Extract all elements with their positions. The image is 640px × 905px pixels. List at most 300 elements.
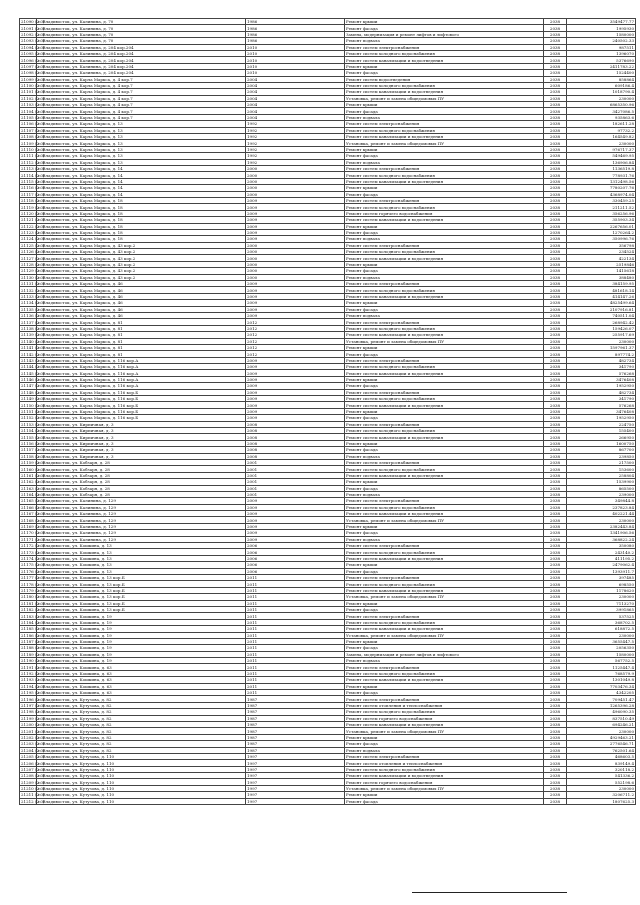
address-cell: г. Владивосток, ул. Кошкина, д. 13 — [37, 543, 246, 549]
address-cell: г. Владивосток, ул. Карла Маркса, д. 13 — [37, 127, 246, 133]
address-cell: г. Владивосток, ул. Карла Маркса, д. 116 кор.А — [37, 376, 246, 382]
row-number-cell: 21159 (2.0) — [21, 460, 45, 466]
plan-year-cell: 2038 — [544, 210, 567, 216]
cost-cell: 230000 — [567, 95, 636, 101]
build-year-cell: 2011 — [246, 626, 345, 632]
build-year-cell: 2011 — [246, 632, 345, 638]
work-type-cell: Ремонт систем электроснабжения — [345, 357, 544, 363]
row-number-cell: 21113 (2.0) — [21, 166, 45, 172]
cost-cell: 230000 — [567, 140, 636, 146]
work-type-cell: Ремонт крыши — [345, 523, 544, 529]
build-year-cell: 2009 — [246, 370, 345, 376]
row-number-cell: 21112 (2.0) — [21, 159, 45, 165]
work-type-cell: Ремонт систем холодного водоснабжения — [345, 172, 544, 178]
plan-year-cell: 2038 — [544, 178, 567, 184]
address-cell: г. Владивосток, ул. Карла Маркса, д. 116 кор.Б — [37, 396, 246, 402]
address-cell: г. Владивосток, ул. Кутузова, д. 82 — [37, 702, 246, 708]
work-type-cell: Ремонт фасада — [345, 268, 544, 274]
cost-cell: 609186.4 — [567, 82, 636, 88]
build-year-cell: 1997 — [246, 792, 345, 798]
build-year-cell: 2000 — [246, 249, 345, 255]
plan-year-cell: 2038 — [544, 511, 567, 517]
build-year-cell: 1992 — [246, 121, 345, 127]
build-year-cell: 1997 — [246, 785, 345, 791]
cost-cell: 976717.37 — [567, 146, 636, 152]
build-year-cell: 2009 — [246, 383, 345, 389]
build-year-cell: 2011 — [246, 638, 345, 644]
row-number-cell: 21110 (2.0) — [21, 147, 45, 152]
build-year-cell: 2011 — [246, 664, 345, 670]
cost-cell: 136906.84 — [567, 159, 636, 165]
cost-cell: 1396070 — [567, 50, 636, 56]
row-number-cell: 21119 (2.0) — [21, 204, 45, 210]
cost-cell: 2267656.01 — [567, 223, 636, 229]
address-cell: г. Владивосток, ул. Карла Маркса, д. 18 — [37, 204, 246, 210]
address-cell: г. Владивосток, ул. Карла Маркса, д. 43 кор.2 — [37, 249, 246, 255]
plan-year-cell: 2038 — [544, 376, 567, 382]
work-type-cell: Ремонт подвала — [345, 274, 544, 280]
plan-year-cell: 2038 — [544, 523, 567, 529]
work-type-cell: Ремонт систем электроснабжения — [345, 613, 544, 619]
row-number-cell: 21186 (2.0) — [21, 632, 45, 638]
address-cell: г. Владивосток, ул. Карла Маркса, д. 81 — [37, 338, 246, 344]
work-type-cell: Ремонт систем холодного водоснабжения — [345, 204, 544, 210]
row-number-cell: 21193 (2.0) — [21, 677, 45, 683]
address-cell: г. Владивосток, ул. Карла Маркса, д. 14 — [37, 191, 246, 197]
plan-year-cell: 2038 — [544, 747, 567, 753]
build-year-cell: 2010 — [246, 63, 345, 69]
work-type-cell: Ремонт систем отопления и теплоснабжения — [345, 760, 544, 766]
plan-year-cell: 2038 — [544, 670, 567, 676]
cost-cell: 4825499.64 — [567, 300, 636, 306]
build-year-cell: 2000 — [246, 191, 345, 197]
work-type-cell: Ремонт фасада — [345, 70, 544, 76]
work-type-cell: Ремонт систем холодного водоснабжения — [345, 581, 544, 587]
plan-year-cell: 2038 — [544, 242, 567, 248]
address-cell: г. Владивосток, ул. Кошкина, д. 13 кор.Б — [37, 594, 246, 600]
cost-cell: 402221.44 — [567, 511, 636, 517]
row-number-cell: 21111 (2.0) — [21, 153, 45, 159]
work-type-cell: Ремонт систем канализации и водоотведения — [345, 217, 544, 223]
address-cell: г. Владивосток, ул. Карла Маркса, д. 116 кор.А — [37, 383, 246, 389]
work-type-cell: Ремонт систем холодного водоснабжения — [345, 287, 544, 293]
row-number-cell: 21116 (2.0) — [21, 185, 45, 191]
build-year-cell: 1986 — [246, 19, 345, 25]
build-year-cell: 2011 — [246, 651, 345, 657]
cost-cell: 4929463.21 — [567, 734, 636, 740]
cost-cell: 1341906.56 — [567, 530, 636, 536]
row-number-cell: 21125 (2.0) — [21, 242, 45, 248]
plan-year-cell: 2038 — [544, 491, 567, 497]
row-number-cell: 21099 (2.0) — [21, 76, 45, 82]
work-type-cell: Ремонт систем электроснабжения — [345, 44, 544, 50]
build-year-cell: 1986 — [246, 31, 345, 37]
build-year-cell: 1986 — [246, 25, 345, 31]
work-type-cell: Ремонт крыши — [345, 185, 544, 191]
cost-cell: 482734 — [567, 389, 636, 395]
address-cell: г. Владивосток, ул. Кутузова, д. 110 — [37, 785, 246, 791]
work-type-cell: Установка, ремонт и замена общедомовых ПУ — [345, 632, 544, 638]
table-body — [20, 19, 636, 805]
work-type-cell: Ремонт фасада — [345, 568, 544, 574]
cost-cell: 239000 — [567, 491, 636, 497]
cost-cell: 576268 — [567, 402, 636, 408]
work-type-cell: Установка, ремонт и замена общедомовых ПУ — [345, 785, 544, 791]
work-type-cell: Ремонт систем холодного водоснабжения — [345, 549, 544, 555]
cost-cell: 1393911.7 — [567, 568, 636, 574]
address-cell: г. Владивосток, ул. Кутузова, д. 110 — [37, 779, 246, 785]
address-cell: г. Владивосток, ул. Кошкина, д. 63 — [37, 683, 246, 689]
work-type-cell: Ремонт систем холодного водоснабжения — [345, 504, 544, 510]
cost-cell: 987511 — [567, 44, 636, 50]
cost-cell: 1301049.8 — [567, 677, 636, 683]
address-cell: г. Владивосток, ул. Кошкина, д. 63 — [37, 664, 246, 670]
build-year-cell: 2000 — [246, 268, 345, 274]
work-type-cell: Ремонт фасада — [345, 108, 544, 114]
plan-year-cell: 2038 — [544, 281, 567, 287]
address-cell: г. Владивосток, ул. Карла Маркса, д. 13 — [37, 153, 246, 159]
work-type-cell: Замена, модернизация и ремонт лифтов и лифтового — [345, 651, 544, 657]
plan-year-cell: 2038 — [544, 574, 567, 580]
address-cell: г. Владивосток, ул. Карла Маркса, д. 14 — [37, 185, 246, 191]
row-number-cell: 21183 (2.0) — [21, 613, 45, 619]
address-cell: г. Владивосток, ул. Карла Маркса, д. 4 кор.7 — [37, 95, 246, 101]
build-year-cell: 2009 — [246, 197, 345, 203]
address-cell: г. Владивосток, ул. Карла Маркса, д. 4 кор.7 — [37, 102, 246, 108]
plan-year-cell: 2038 — [544, 683, 567, 689]
plan-year-cell: 2038 — [544, 50, 567, 56]
build-year-cell: 2011 — [246, 658, 345, 664]
cost-cell: 3427086.5 — [567, 108, 636, 114]
cost-cell: 468603.5 — [567, 753, 636, 759]
plan-year-cell: 2038 — [544, 728, 567, 734]
cost-cell: 549469.95 — [567, 153, 636, 159]
row-number-cell: 21091 (2.0) — [21, 25, 45, 31]
cost-cell: 1580000 — [567, 651, 636, 657]
cost-cell: 320118.2 — [567, 766, 636, 772]
work-type-cell: Ремонт систем канализации и водоотведения — [345, 434, 544, 440]
row-number-cell: 21190 (2.0) — [21, 658, 45, 664]
work-type-cell: Ремонт систем электроснабжения — [345, 421, 544, 427]
address-cell: г. Владивосток, ул. Кутузова, д. 82 — [37, 721, 246, 727]
row-number-cell: 21136 (2.0) — [21, 313, 45, 319]
row-number-cell: 21097 (2.0) — [21, 63, 45, 69]
plan-year-cell: 2038 — [544, 760, 567, 766]
work-type-cell: Ремонт крыши — [345, 344, 544, 350]
build-year-cell: 2009 — [246, 523, 345, 529]
build-year-cell: 2012 — [246, 338, 345, 344]
work-type-cell: Ремонт фасада — [345, 530, 544, 536]
address-cell: г. Владивосток, ул. Карла Маркса, д. 18 — [37, 197, 246, 203]
build-year-cell: 2012 — [246, 332, 345, 338]
work-type-cell: Ремонт крыши — [345, 734, 544, 740]
plan-year-cell: 2038 — [544, 255, 567, 261]
address-cell: г. Владивосток, ул. Карла Маркса, д. 13 — [37, 146, 246, 152]
build-year-cell: 2009 — [246, 210, 345, 216]
work-type-cell: Ремонт фасада — [345, 191, 544, 197]
cost-cell: 384159.95 — [567, 281, 636, 287]
work-type-cell: Ремонт систем электроснабжения — [345, 242, 544, 248]
build-year-cell: 2000 — [246, 242, 345, 248]
row-number-cell: 21179 (2.0) — [21, 587, 45, 593]
build-year-cell: 1987 — [246, 709, 345, 715]
row-number-cell: 21148 (2.0) — [21, 389, 45, 395]
cost-cell: 164549.82 — [567, 134, 636, 140]
cost-cell: 3476408 — [567, 408, 636, 414]
work-type-cell: Ремонт систем отопления и теплоснабжения — [345, 702, 544, 708]
plan-year-cell: 2038 — [544, 389, 567, 395]
plan-year-cell: 2038 — [544, 677, 567, 683]
build-year-cell: 2011 — [246, 600, 345, 606]
row-number-cell: 21169 (2.0) — [21, 524, 45, 530]
address-cell: г. Владивосток, ул. Кошкина, д. 19 — [37, 613, 246, 619]
plan-year-cell: 2038 — [544, 792, 567, 798]
row-number-cell: 21189 (2.0) — [21, 651, 45, 657]
address-cell: г. Владивосток, ул. Кутузова, д. 82 — [37, 734, 246, 740]
build-year-cell: 2000 — [246, 172, 345, 178]
build-year-cell: 2011 — [246, 613, 345, 619]
plan-year-cell: 2038 — [544, 172, 567, 178]
plan-year-cell: 2038 — [544, 134, 567, 140]
address-cell: г. Владивосток, ул. Карла Маркса, д. 46 — [37, 293, 246, 299]
address-cell: г. Владивосток, ул. Карла Маркса, д. 13 — [37, 159, 246, 165]
build-year-cell: 2009 — [246, 536, 345, 542]
row-number-cell: 21107 (2.0) — [21, 127, 45, 133]
row-number-cell: 21205 (2.0) — [21, 754, 45, 760]
row-number-cell: 21114 (2.0) — [21, 172, 45, 178]
work-type-cell: Ремонт подвала — [345, 159, 544, 165]
work-type-cell: Ремонт систем холодного водоснабжения — [345, 50, 544, 56]
build-year-cell: 1992 — [246, 153, 345, 159]
work-type-cell: Ремонт фасада — [345, 351, 544, 357]
address-cell: г. Владивосток, ул. Кутузова, д. 110 — [37, 760, 246, 766]
cost-cell: 1018790.4 — [567, 89, 636, 95]
row-number-cell: 21187 (2.0) — [21, 639, 45, 645]
cost-cell: 230000 — [567, 785, 636, 791]
address-cell: г. Владивосток, ул. Калинина, д. 204 кор.204 — [37, 57, 246, 63]
plan-year-cell: 2038 — [544, 185, 567, 191]
work-type-cell: Ремонт систем электроснабжения — [345, 281, 544, 287]
build-year-cell: 2001 — [246, 485, 345, 491]
build-year-cell: 2008 — [246, 428, 345, 434]
build-year-cell: 2004 — [246, 95, 345, 101]
address-cell: г. Владивосток, ул. Карла Маркса, д. 81 — [37, 319, 246, 325]
cost-cell: 159426.07 — [567, 325, 636, 331]
cost-cell: 865500 — [567, 485, 636, 491]
row-number-cell: 21209 (2.0) — [21, 779, 45, 785]
plan-year-cell: 2038 — [544, 785, 567, 791]
row-number-cell: 21195 (2.0) — [21, 690, 45, 696]
cost-cell: 182611.28 — [567, 121, 636, 127]
row-number-cell: 21203 (2.0) — [21, 741, 45, 747]
cost-cell: 2382443.84 — [567, 523, 636, 529]
address-cell: г. Владивосток, ул. Кошкина, д. 19 — [37, 638, 246, 644]
plan-year-cell: 2038 — [544, 626, 567, 632]
work-type-cell: Ремонт крыши — [345, 261, 544, 267]
row-number-cell: 21188 (2.0) — [21, 645, 45, 651]
work-type-cell: Ремонт систем горячего водоснабжения — [345, 779, 544, 785]
plan-year-cell: 2038 — [544, 293, 567, 299]
build-year-cell: 2011 — [246, 619, 345, 625]
build-year-cell: 2009 — [246, 498, 345, 504]
build-year-cell: 1986 — [246, 38, 345, 44]
work-type-cell: Ремонт крыши — [345, 19, 544, 25]
address-cell: г. Владивосток, ул. Карла Маркса, д. 116 кор.Б — [37, 402, 246, 408]
cost-cell: 3549477.77 — [567, 19, 636, 25]
address-cell: г. Владивосток, ул. Карла Маркса, д. 43 кор.2 — [37, 261, 246, 267]
build-year-cell: 2000 — [246, 165, 345, 171]
plan-year-cell: 2038 — [544, 459, 567, 465]
row-number-cell: 21123 (2.0) — [21, 230, 45, 236]
row-number-cell: 21177 (2.0) — [21, 575, 45, 581]
plan-year-cell: 2038 — [544, 44, 567, 50]
cost-cell: 155400 — [567, 428, 636, 434]
build-year-cell: 2009 — [246, 300, 345, 306]
work-type-cell: Ремонт систем холодного водоснабжения — [345, 82, 544, 88]
work-type-cell: Ремонт фасада — [345, 447, 544, 453]
row-number-cell: 21170 (2.0) — [21, 530, 45, 536]
cost-cell: 481618.14 — [567, 287, 636, 293]
work-type-cell: Ремонт фасада — [345, 383, 544, 389]
row-number-cell: 21124 (2.0) — [21, 236, 45, 242]
address-cell: г. Владивосток, ул. Кирпичная, д. 3 — [37, 447, 246, 453]
plan-year-cell: 2038 — [544, 229, 567, 235]
cost-cell: 867700 — [567, 447, 636, 453]
capital-repair-table — [19, 18, 636, 805]
work-type-cell: Ремонт подвала — [345, 114, 544, 120]
plan-year-cell: 2038 — [544, 428, 567, 434]
cost-cell: 618872.5 — [567, 626, 636, 632]
plan-year-cell: 2038 — [544, 498, 567, 504]
row-number-cell: 21192 (2.0) — [21, 671, 45, 677]
row-number-cell: 21185 (2.0) — [21, 626, 45, 632]
work-type-cell: Ремонт подвала — [345, 453, 544, 459]
row-number-cell: 21127 (2.0) — [21, 255, 45, 261]
cost-cell: 397485 — [567, 574, 636, 580]
work-type-cell: Ремонт систем канализации и водоотведения — [345, 178, 544, 184]
address-cell: г. Владивосток, ул. Кутузова, д. 110 — [37, 792, 246, 798]
build-year-cell: 2000 — [246, 255, 345, 261]
plan-year-cell: 2038 — [544, 127, 567, 133]
address-cell: г. Владивосток, ул. Карла Маркса, д. 81 — [37, 325, 246, 331]
row-number-cell: 21090 (2.0) — [21, 19, 45, 25]
build-year-cell: 2009 — [246, 223, 345, 229]
cost-cell: 1952950 — [567, 383, 636, 389]
plan-year-cell: 2038 — [544, 587, 567, 593]
row-number-cell: 21164 (2.0) — [21, 492, 45, 498]
row-number-cell: 21120 (2.0) — [21, 210, 45, 216]
plan-year-cell: 2038 — [544, 645, 567, 651]
build-year-cell: 2009 — [246, 287, 345, 293]
address-cell: г. Владивосток, ул. Кобзаря, д. 28 — [37, 491, 246, 497]
row-number-cell: 21147 (2.0) — [21, 383, 45, 389]
cost-cell: 1600750 — [567, 440, 636, 446]
build-year-cell: 2012 — [246, 344, 345, 350]
address-cell: г. Владивосток, ул. Кошкина, д. 63 — [37, 690, 246, 696]
work-type-cell: Ремонт систем холодного водоснабжения — [345, 766, 544, 772]
address-cell: г. Владивосток, ул. Калинина, д. 204 кор.204 — [37, 44, 246, 50]
build-year-cell: 2009 — [246, 364, 345, 370]
address-cell: г. Владивосток, ул. Кошкина, д. 19 — [37, 651, 246, 657]
cost-cell: 1580000 — [567, 31, 636, 37]
address-cell: г. Владивосток, ул. Кошкина, д. 13 — [37, 555, 246, 561]
plan-year-cell: 2038 — [544, 632, 567, 638]
plan-year-cell: 2038 — [544, 287, 567, 293]
row-number-cell: 21172 (2.0) — [21, 543, 45, 549]
build-year-cell: 2009 — [246, 402, 345, 408]
work-type-cell: Ремонт крыши — [345, 440, 544, 446]
row-number-cell: 21212 (2.0) — [21, 798, 45, 804]
row-number-cell: 21204 (2.0) — [21, 747, 45, 753]
row-number-cell: 21102 (2.0) — [21, 95, 45, 101]
build-year-cell: 2009 — [246, 408, 345, 414]
work-type-cell: Ремонт крыши — [345, 223, 544, 229]
cost-cell: 368822.24 — [567, 536, 636, 542]
work-type-cell: Ремонт крыши — [345, 102, 544, 108]
build-year-cell: 1987 — [246, 715, 345, 721]
plan-year-cell: 2038 — [544, 594, 567, 600]
work-type-cell: Ремонт крыши — [345, 683, 544, 689]
work-type-cell: Ремонт систем канализации и водоотведения — [345, 332, 544, 338]
row-number-cell: 21194 (2.0) — [21, 683, 45, 689]
row-number-cell: 21158 (2.0) — [21, 453, 45, 459]
work-type-cell: Ремонт крыши — [345, 408, 544, 414]
cost-cell: 537525 — [567, 613, 636, 619]
plan-year-cell: 2038 — [544, 38, 567, 44]
plan-year-cell: 2038 — [544, 76, 567, 82]
work-type-cell: Ремонт крыши — [345, 376, 544, 382]
cost-cell: 1415618 — [567, 268, 636, 274]
plan-year-cell: 2038 — [544, 651, 567, 657]
work-type-cell: Ремонт систем электроснабжения — [345, 319, 544, 325]
plan-year-cell: 2038 — [544, 102, 567, 108]
work-type-cell: Ремонт систем канализации и водоотведения — [345, 773, 544, 779]
work-type-cell: Ремонт систем электроснабжения — [345, 459, 544, 465]
work-type-cell: Ремонт систем холодного водоснабжения — [345, 325, 544, 331]
plan-year-cell: 2038 — [544, 773, 567, 779]
work-type-cell: Ремонт фасада — [345, 229, 544, 235]
address-cell: г. Владивосток, ул. Калинина, д. 129 — [37, 530, 246, 536]
row-number-cell: 21130 (2.0) — [21, 274, 45, 280]
build-year-cell: 1992 — [246, 146, 345, 152]
plan-year-cell: 2038 — [544, 702, 567, 708]
plan-year-cell: 2038 — [544, 555, 567, 561]
build-year-cell: 2001 — [246, 479, 345, 485]
cost-cell: 482734 — [567, 357, 636, 363]
build-year-cell: 2008 — [246, 440, 345, 446]
work-type-cell: Ремонт систем канализации и водоотведения — [345, 472, 544, 478]
row-number-cell: 21118 (2.0) — [21, 198, 45, 204]
work-type-cell: Ремонт фасада — [345, 25, 544, 31]
work-type-cell: Ремонт систем электроснабжения — [345, 753, 544, 759]
build-year-cell: 2001 — [246, 472, 345, 478]
row-number-cell: 21098 (2.0) — [21, 70, 45, 76]
plan-year-cell: 2038 — [544, 261, 567, 267]
row-number-cell: 21129 (2.0) — [21, 268, 45, 274]
work-type-cell: Ремонт систем канализации и водоотведения — [345, 89, 544, 95]
row-number-cell: 21134 (2.0) — [21, 300, 45, 306]
build-year-cell: 2011 — [246, 581, 345, 587]
address-cell: г. Владивосток, ул. Кобзаря, д. 28 — [37, 472, 246, 478]
row-number-cell: 21155 (2.0) — [21, 434, 45, 440]
address-cell: г. Владивосток, ул. Калинина, д. 204 кор.204 — [37, 50, 246, 56]
build-year-cell: 2000 — [246, 178, 345, 184]
work-type-cell: Замена, модернизация и ремонт лифтов и лифтового — [345, 31, 544, 37]
build-year-cell: 2009 — [246, 511, 345, 517]
plan-year-cell: 2038 — [544, 114, 567, 120]
work-type-cell: Установка, ремонт и замена общедомовых ПУ — [345, 728, 544, 734]
address-cell: г. Владивосток, ул. Карла Маркса, д. 18 — [37, 210, 246, 216]
